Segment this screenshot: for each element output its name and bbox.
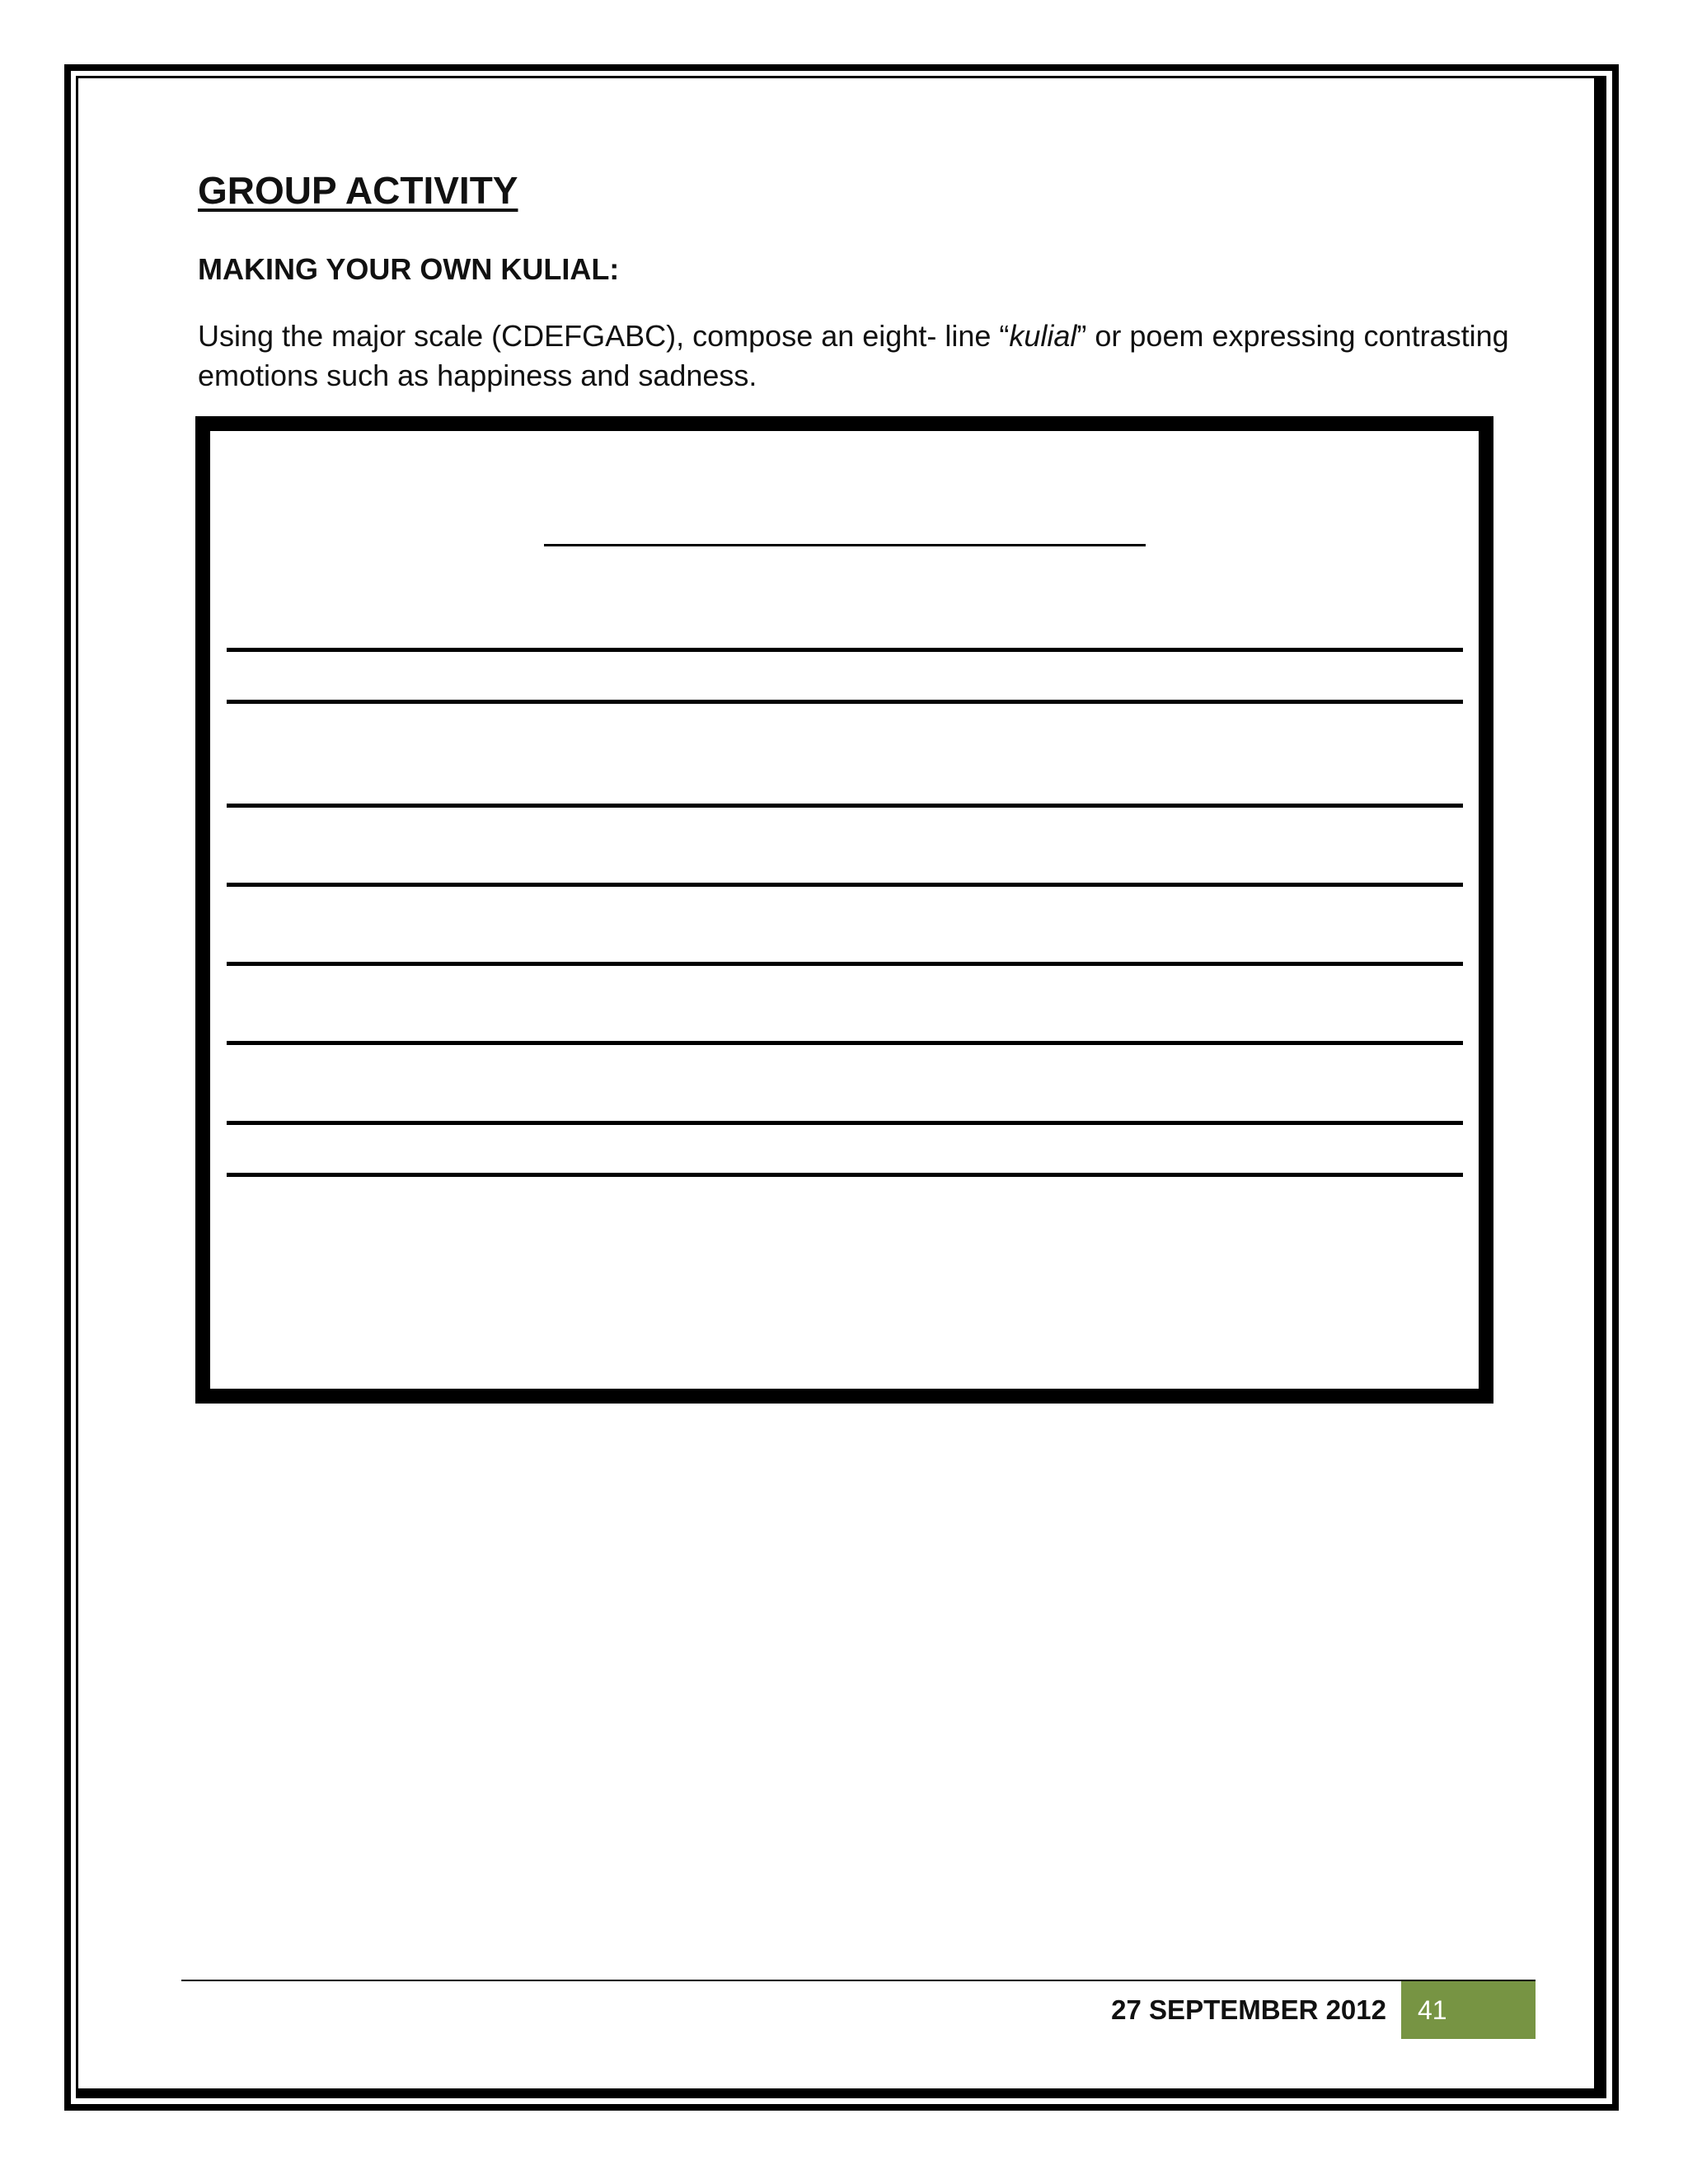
page-border-right-shadow xyxy=(1594,76,1604,2098)
poem-writing-line[interactable] xyxy=(227,962,1463,966)
poem-writing-line[interactable] xyxy=(227,883,1463,887)
page-heading: GROUP ACTIVITY xyxy=(198,169,518,212)
page-number: 41 xyxy=(1401,1981,1536,2039)
answer-box xyxy=(195,416,1493,1404)
poem-writing-line[interactable] xyxy=(227,804,1463,808)
section-subheading: MAKING YOUR OWN KULIAL: xyxy=(198,252,620,286)
poem-writing-line[interactable] xyxy=(227,1121,1463,1125)
page-border-bottom-shadow xyxy=(76,2088,1606,2098)
poem-writing-line[interactable] xyxy=(227,648,1463,652)
activity-instructions xyxy=(198,316,1517,396)
poem-title-line[interactable] xyxy=(544,544,1146,546)
footer-rule xyxy=(181,1980,1536,1981)
instructions-emphasis: kulial xyxy=(1009,319,1077,353)
poem-writing-line[interactable] xyxy=(227,1173,1463,1177)
poem-writing-line[interactable] xyxy=(227,1041,1463,1045)
footer-date: 27 SEPTEMBER 2012 xyxy=(1111,1994,1386,2025)
poem-writing-line[interactable] xyxy=(227,700,1463,704)
instructions-text-before: Using the major scale (CDEFGABC), compose an eight- line “ xyxy=(198,319,1010,353)
instructions-text-after: ” or poem expressing contrasting emotions such as happiness and sadness. xyxy=(198,319,1509,392)
